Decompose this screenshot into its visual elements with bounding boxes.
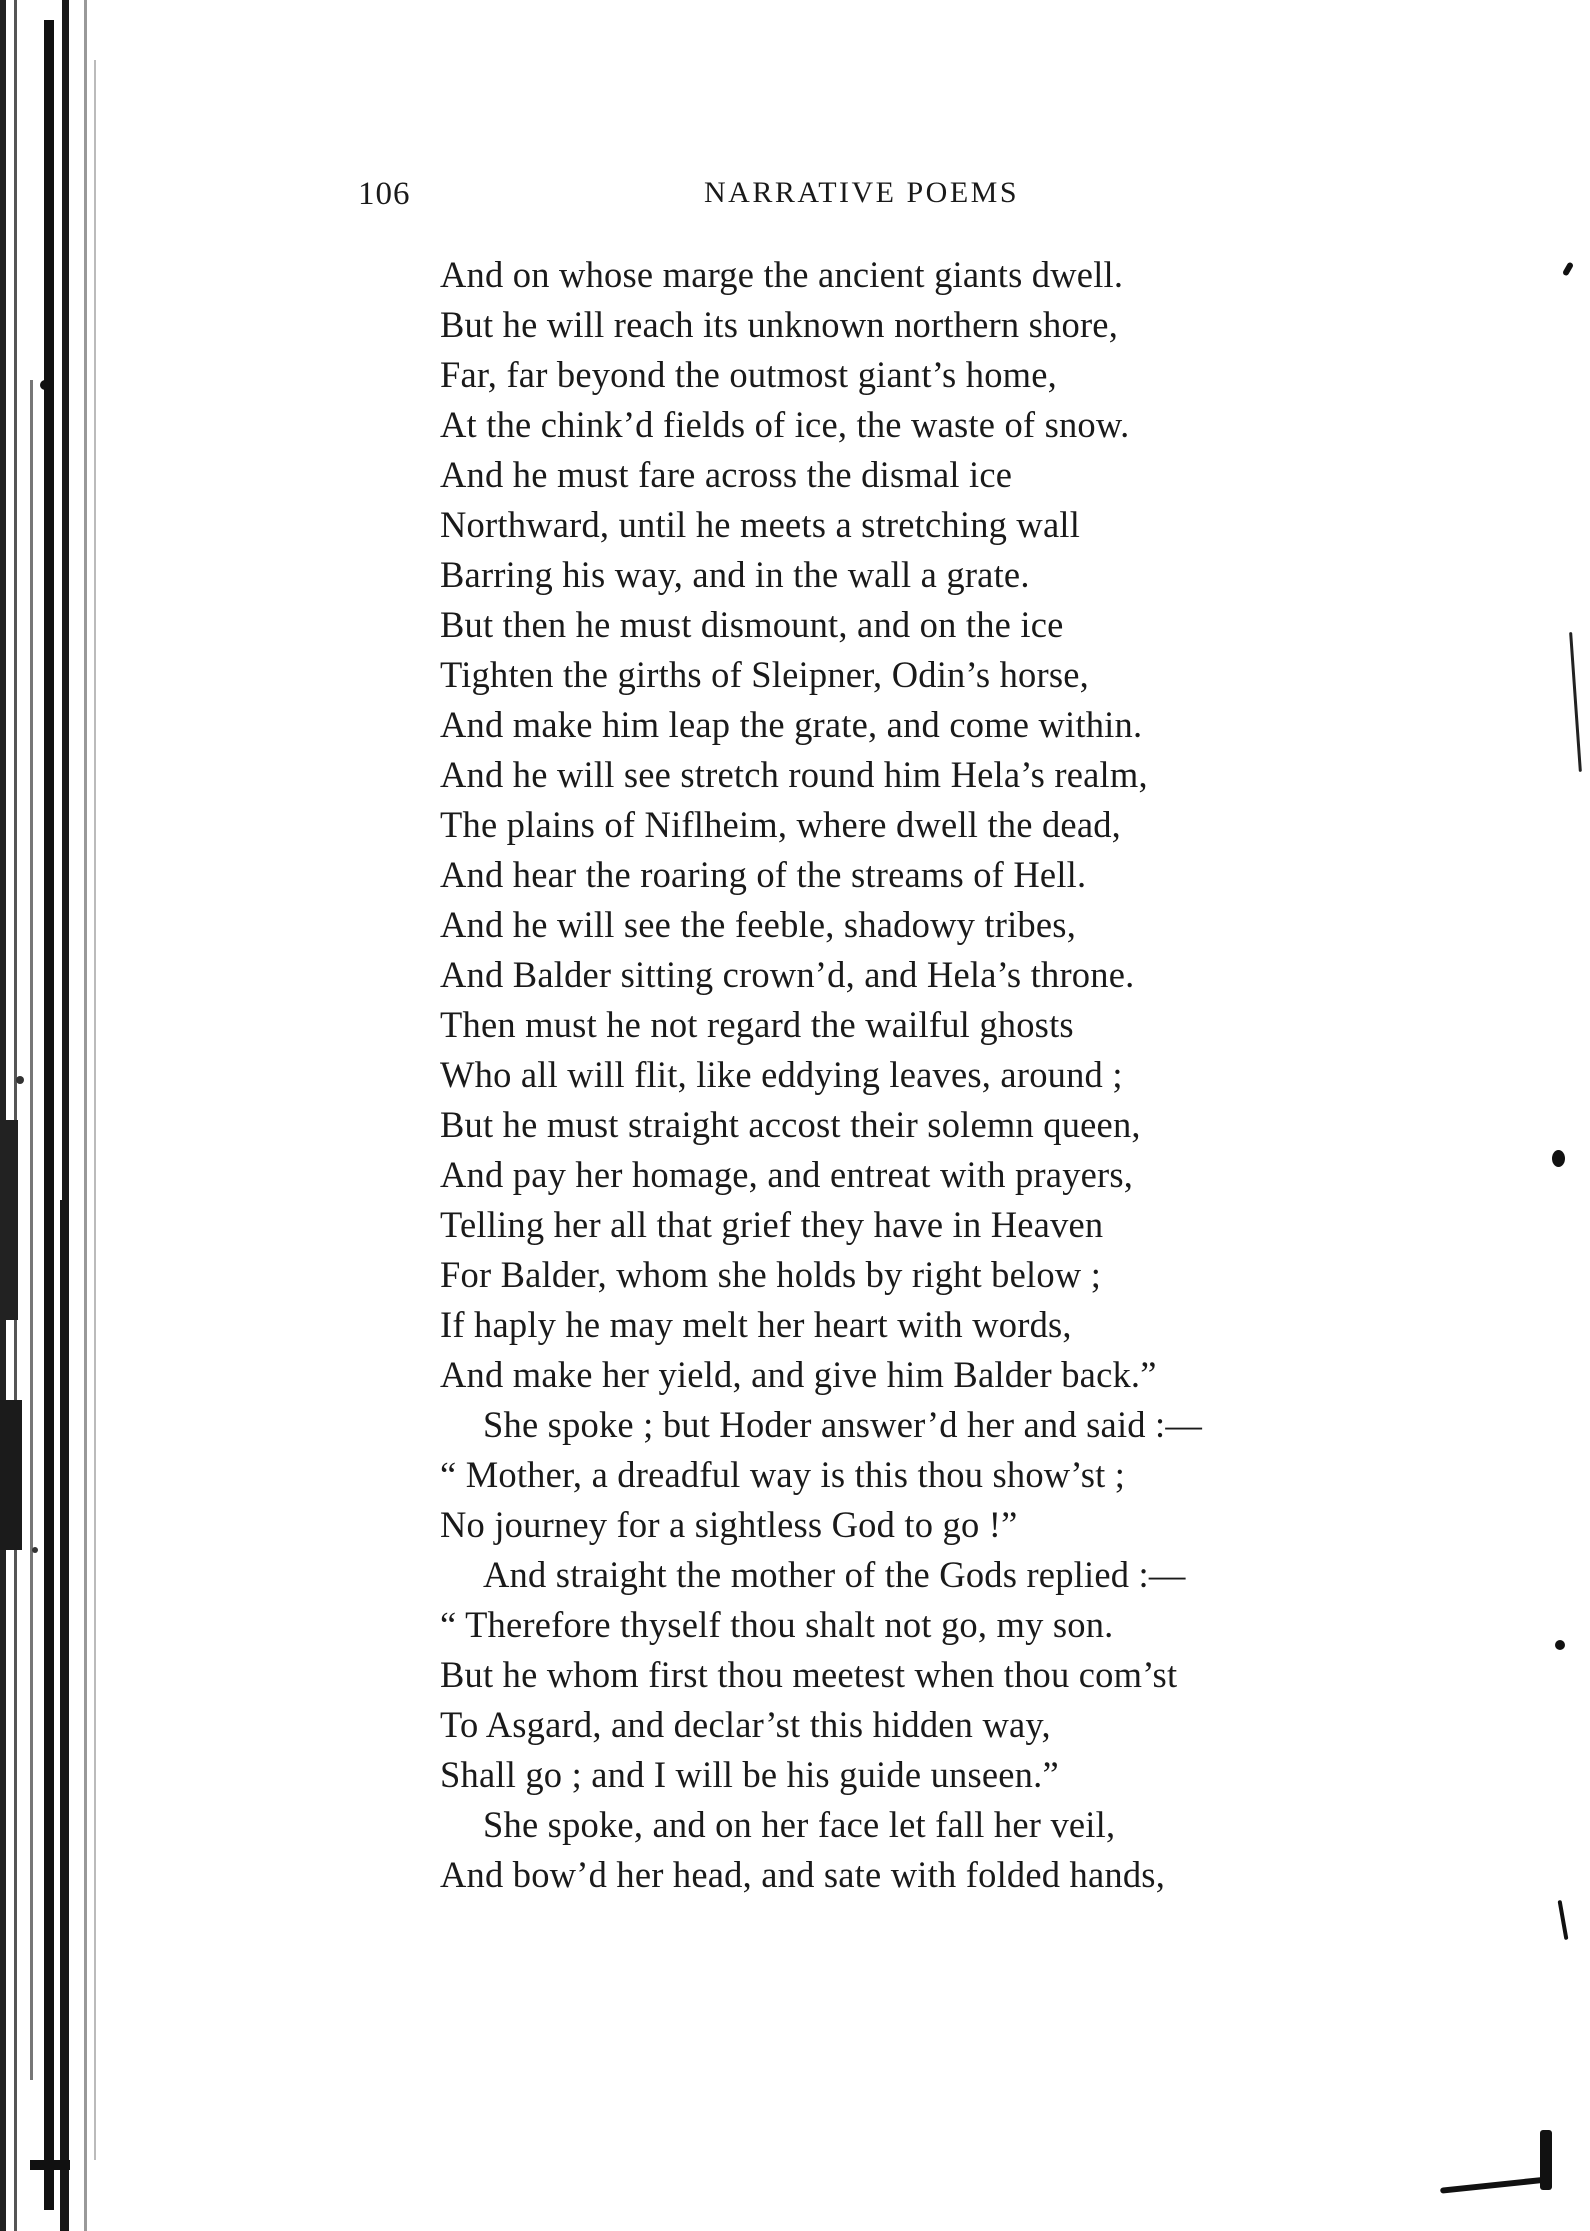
scan-speck	[1540, 2130, 1552, 2190]
poem-line: Barring his way, and in the wall a grate.	[440, 554, 1030, 595]
poem-line: And he will see stretch round him Hela’s realm,	[440, 754, 1148, 795]
poem-line: At the chink’d fields of ice, the waste of snow.	[440, 404, 1130, 445]
poem-line: And on whose marge the ancient giants dwell.	[440, 254, 1124, 295]
poem-line: And pay her homage, and entreat with prayers,	[440, 1154, 1134, 1195]
poem-line: And bow’d her head, and sate with folded hands,	[440, 1854, 1166, 1895]
poem-line: Tighten the girths of Sleipner, Odin’s horse,	[440, 654, 1089, 695]
page-binding-edge	[0, 0, 110, 2231]
poem-line: If haply he may melt her heart with words,	[440, 1304, 1072, 1345]
poem-line: But then he must dismount, and on the ice	[440, 604, 1064, 645]
running-title: NARRATIVE POEMS	[704, 176, 1020, 209]
poem-line: No journey for a sightless God to go !”	[440, 1504, 1018, 1545]
poem-line: Who all will flit, like eddying leaves, around ;	[440, 1054, 1123, 1095]
poem-line: But he whom first thou meetest when thou com’st	[440, 1654, 1178, 1695]
scan-speck	[1440, 2176, 1550, 2193]
poem-line: Telling her all that grief they have in Heaven	[440, 1204, 1104, 1245]
poem-line: But he will reach its unknown northern shore,	[440, 304, 1119, 345]
poem-line: Northward, until he meets a stretching wall	[440, 504, 1081, 545]
poem-line: She spoke ; but Hoder answer’d her and said :—	[483, 1404, 1203, 1445]
running-head	[0, 176, 1590, 226]
poem-line: For Balder, whom she holds by right below ;	[440, 1254, 1102, 1295]
poem-line: And make her yield, and give him Balder back.”	[440, 1354, 1157, 1395]
poem-line: Then must he not regard the wailful ghosts	[440, 1004, 1074, 1045]
scan-speck	[1569, 632, 1582, 772]
poem-line: Far, far beyond the outmost giant’s home,	[440, 354, 1057, 395]
scan-speck	[1555, 1640, 1565, 1650]
poem-line: And hear the roaring of the streams of Hell.	[440, 854, 1087, 895]
scan-speck	[1552, 1150, 1565, 1167]
scan-speck	[1558, 1900, 1569, 1940]
poem-line: But he must straight accost their solemn queen,	[440, 1104, 1141, 1145]
poem-line: She spoke, and on her face let fall her veil,	[483, 1804, 1116, 1845]
poem-line: And he will see the feeble, shadowy tribes,	[440, 904, 1077, 945]
poem-line: To Asgard, and declar’st this hidden way,	[440, 1704, 1051, 1745]
page-number: 106	[358, 176, 411, 212]
poem-line: Shall go ; and I will be his guide unseen.”	[440, 1754, 1059, 1795]
poem-line: “ Mother, a dreadful way is this thou show’st ;	[440, 1454, 1126, 1495]
poem-line: The plains of Niflheim, where dwell the dead,	[440, 804, 1121, 845]
poem-line: And straight the mother of the Gods replied :—	[483, 1554, 1186, 1595]
scan-speck	[1562, 261, 1574, 276]
poem-line: And he must fare across the dismal ice	[440, 454, 1013, 495]
poem-line: “ Therefore thyself thou shalt not go, my son.	[440, 1604, 1114, 1645]
poem-line: And Balder sitting crown’d, and Hela’s throne.	[440, 954, 1135, 995]
poem-text	[440, 250, 1340, 1900]
poem-line: And make him leap the grate, and come within.	[440, 704, 1143, 745]
